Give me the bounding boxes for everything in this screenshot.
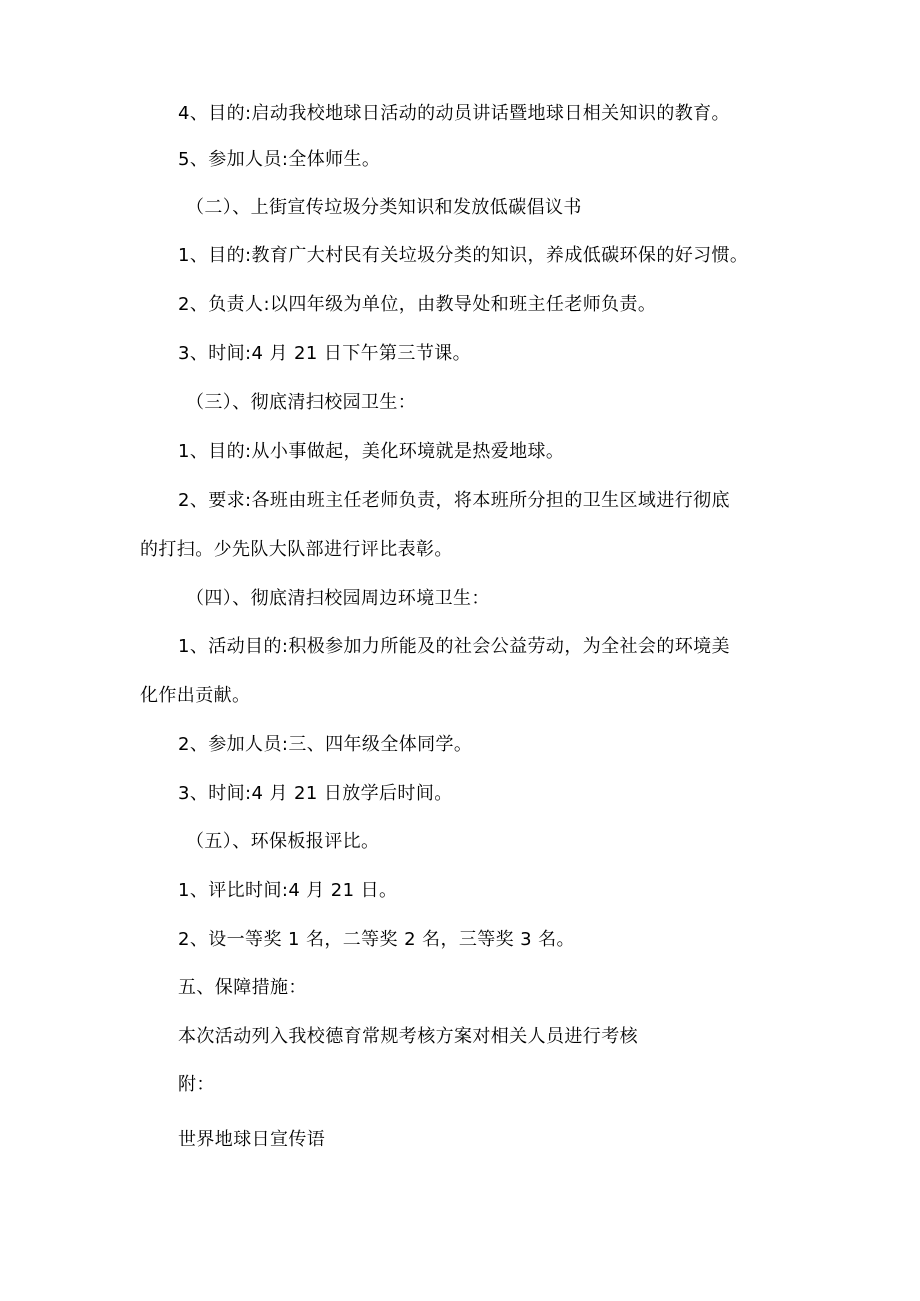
section-heading-2: （二）、上街宣传垃圾分类知识和发放低碳倡议书 xyxy=(186,197,582,218)
paragraph-purpose: 1、目的:从小事做起，美化环境就是热爱地球。 xyxy=(178,441,565,462)
paragraph-requirement-continued: 的打扫。少先队大队部进行评比表彰。 xyxy=(140,539,453,560)
paragraph-participants: 2、参加人员:三、四年级全体同学。 xyxy=(178,734,473,755)
section-heading-5: （五）、环保板报评比。 xyxy=(186,831,380,852)
paragraph-activity-purpose-continued: 化作出贡献。 xyxy=(140,685,251,706)
paragraph-assessment: 本次活动列入我校德育常规考核方案对相关人员进行考核 xyxy=(178,1026,638,1047)
paragraph-activity-purpose: 1、活动目的:积极参加力所能及的社会公益劳动，为全社会的环境美 xyxy=(178,636,730,657)
paragraph-responsible: 2、负责人:以四年级为单位，由教导处和班主任老师负责。 xyxy=(178,294,657,315)
paragraph-awards: 2、设一等奖 1 名，二等奖 2 名，三等奖 3 名。 xyxy=(178,929,575,950)
paragraph-evaluation-time: 1、评比时间:4 月 21 日。 xyxy=(178,880,398,901)
section-heading-4: （四）、彻底清扫校园周边环境卫生： xyxy=(186,588,490,609)
paragraph-slogan-heading: 世界地球日宣传语 xyxy=(178,1129,326,1150)
paragraph-time: 3、时间:4 月 21 日放学后时间。 xyxy=(178,783,453,804)
paragraph-time: 3、时间:4 月 21 日下午第三节课。 xyxy=(178,343,472,364)
paragraph-item-4-purpose: 4、目的:启动我校地球日活动的动员讲话暨地球日相关知识的教育。 xyxy=(178,103,730,124)
paragraph-purpose: 1、目的:教育广大村民有关垃圾分类的知识，养成低碳环保的好习惯。 xyxy=(178,245,749,266)
paragraph-requirement: 2、要求:各班由班主任老师负责，将本班所分担的卫生区域进行彻底 xyxy=(178,490,730,511)
section-heading-guarantee: 五、保障措施： xyxy=(178,977,307,998)
section-heading-3: （三）、彻底清扫校园卫生： xyxy=(186,392,417,413)
paragraph-item-5-participants: 5、参加人员:全体师生。 xyxy=(178,149,381,170)
paragraph-appendix-label: 附： xyxy=(178,1074,215,1095)
